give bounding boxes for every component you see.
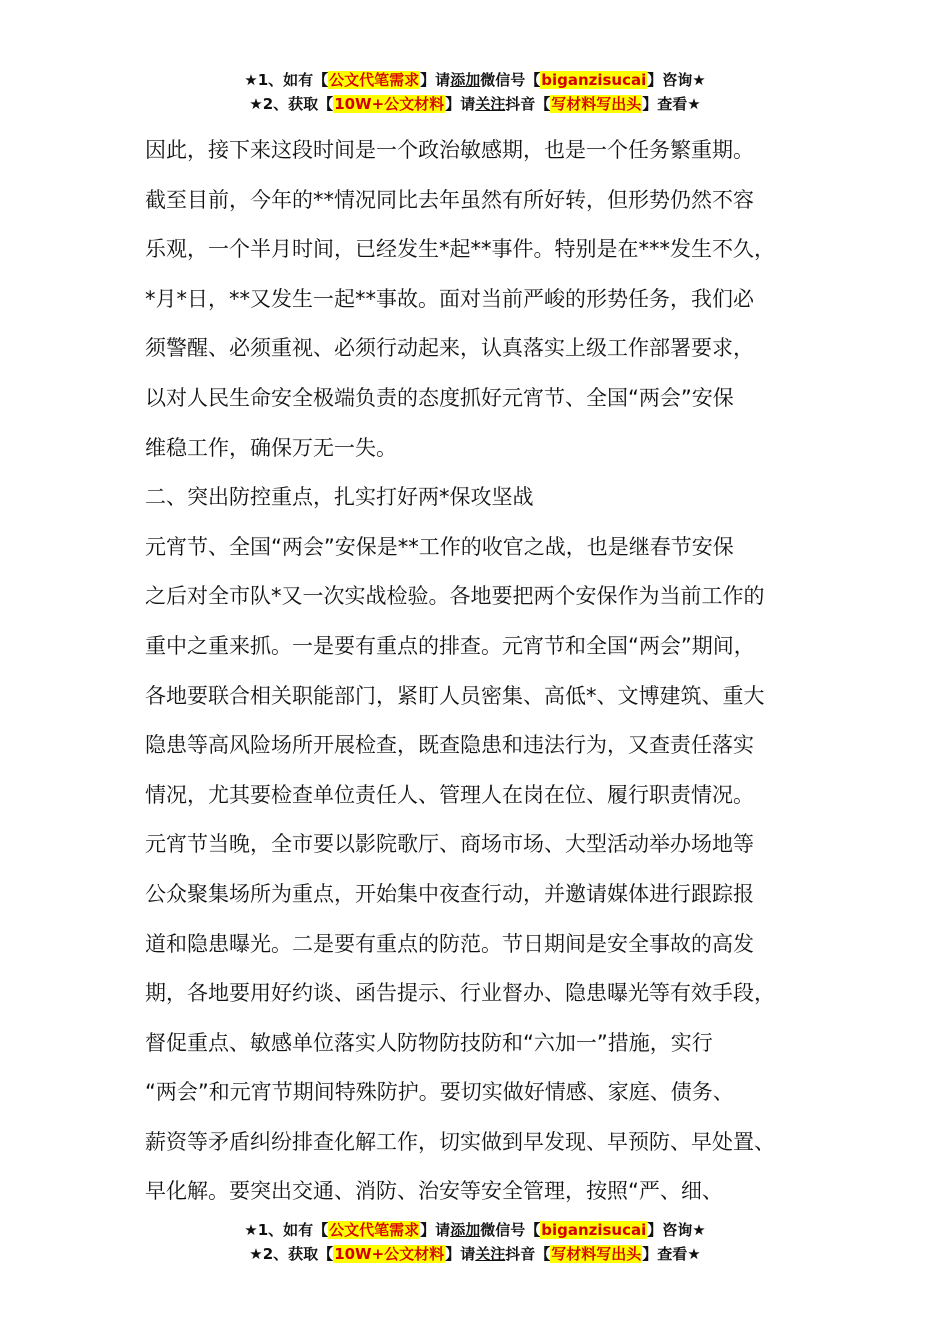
text-line: 薪资等矛盾纠纷排查化解工作，切实做到早发现、早预防、早处置、	[145, 1129, 775, 1154]
promo-banner-top	[0, 68, 950, 116]
promo-line-2: ★2、获取【10W+公文材料】请关注抖音【写材料写出头】查看★	[249, 1245, 701, 1263]
text-line: 情况，尤其要检查单位责任人、管理人在岗在位、履行职责情况。	[145, 782, 754, 807]
text-line: 以对人民生命安全极端负责的态度抓好元宵节、全国“两会”安保	[145, 385, 734, 410]
text-line: 期，各地要用好约谈、函告提示、行业督办、隐患曝光等有效手段，	[145, 981, 775, 1006]
highlight-wechat-id: biganzisucai	[541, 1221, 647, 1239]
text-line: 各地要联合相关职能部门，紧盯人员密集、高低*、文博建筑、重大	[145, 683, 765, 708]
text-line: 元宵节、全国“两会”安保是**工作的收官之战，也是继春节安保	[145, 534, 734, 559]
highlight-service: 公文代笔需求	[329, 1221, 420, 1239]
text-line: 隐患等高风险场所开展检查，既查隐患和违法行为，又查责任落实	[145, 733, 754, 758]
highlight-douyin: 写材料写出头	[551, 95, 642, 113]
text-line: 须警醒、必须重视、必须行动起来，认真落实上级工作部署要求，	[145, 336, 754, 361]
highlight-wechat-id: biganzisucai	[541, 71, 647, 89]
text-line: “两会”和元宵节期间特殊防护。要切实做好情感、家庭、债务、	[145, 1080, 734, 1105]
promo-line-1: ★1、如有【公文代笔需求】请添加微信号【biganzisucai】咨询★	[244, 1221, 706, 1239]
text-line: 之后对全市队*又一次实战检验。各地要把两个安保作为当前工作的	[145, 584, 765, 609]
highlight-service: 公文代笔需求	[329, 71, 420, 89]
text-line: *月*日，**又发生一起**事故。面对当前严峻的形势任务，我们必	[145, 286, 754, 311]
text-line: 督促重点、敏感单位落实人防物防技防和“六加一”措施，实行	[145, 1030, 713, 1055]
highlight-materials: 10W+公文材料	[334, 95, 445, 113]
text-line: 元宵节当晚，全市要以影院歌厅、商场市场、大型活动举办场地等	[145, 832, 754, 857]
text-line: 因此，接下来这段时间是一个政治敏感期，也是一个任务繁重期。	[145, 138, 754, 162]
section-heading: 二、突出防控重点，扎实打好两*保攻坚战	[145, 485, 534, 510]
highlight-douyin: 写材料写出头	[551, 1245, 642, 1263]
text-line: 截至目前，今年的**情况同比去年虽然有所好转，但形势仍然不容	[145, 187, 754, 212]
promo-line-1: ★1、如有【公文代笔需求】请添加微信号【biganzisucai】咨询★	[244, 71, 706, 89]
text-line: 乐观，一个半月时间，已经发生*起**事件。特别是在***发生不久，	[145, 237, 775, 262]
text-line: 公众聚集场所为重点，开始集中夜查行动，并邀请媒体进行跟踪报	[145, 881, 754, 906]
promo-line-2: ★2、获取【10W+公文材料】请关注抖音【写材料写出头】查看★	[249, 95, 701, 113]
highlight-materials: 10W+公文材料	[334, 1245, 445, 1263]
document-body	[145, 126, 835, 1217]
text-line: 维稳工作，确保万无一失。	[145, 435, 397, 460]
text-line: 早化解。要突出交通、消防、治安等安全管理，按照“严、细、	[145, 1179, 723, 1204]
text-line: 重中之重来抓。一是要有重点的排查。元宵节和全国“两会”期间，	[145, 633, 755, 658]
promo-banner-bottom	[0, 1218, 950, 1266]
text-line: 道和隐患曝光。二是要有重点的防范。节日期间是安全事故的高发	[145, 931, 754, 956]
